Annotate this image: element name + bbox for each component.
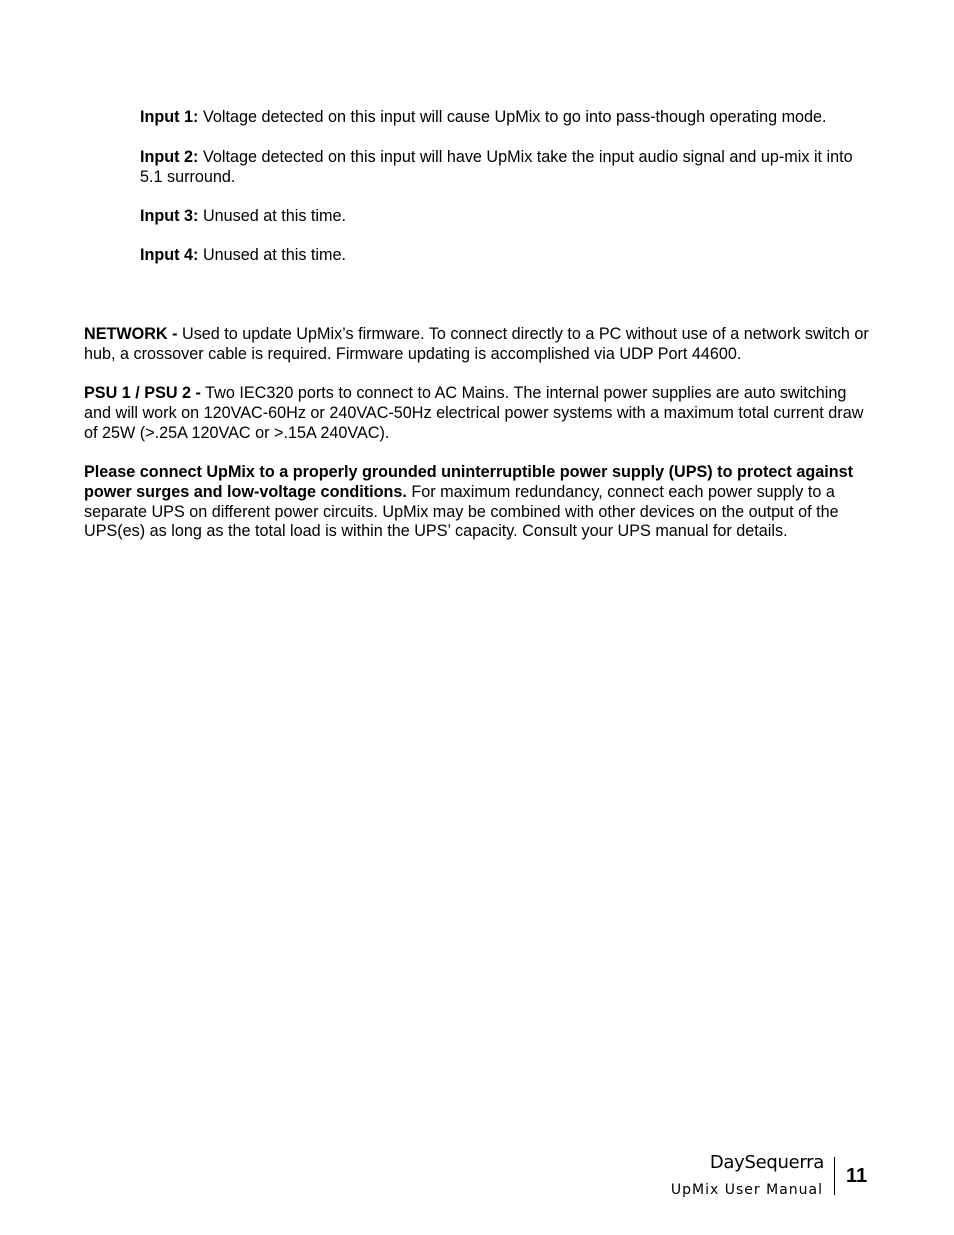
brand-logo: DaySequerra bbox=[709, 1152, 824, 1173]
input-4-paragraph bbox=[140, 246, 875, 266]
ups-paragraph bbox=[84, 463, 874, 542]
page-number: 11 bbox=[846, 1165, 868, 1187]
input-3-paragraph bbox=[140, 207, 875, 227]
footer-divider bbox=[834, 1157, 835, 1195]
psu-text: Two IEC320 ports to connect to AC Mains. The internal power supplies are auto switching and will work on 120VAC-60Hz or 240VAC-50Hz electrical power systems with a maximum total current draw of 25W (>.25A 120VAC or >.15A 240VAC). bbox=[84, 384, 864, 442]
input-1-label: Input 1: bbox=[140, 108, 199, 126]
ups-warning: Please connect UpMix to a properly grounded uninterruptible power supply (UPS) to protect against power surges and low-voltage conditions. bbox=[84, 463, 853, 501]
psu-paragraph bbox=[84, 384, 874, 443]
input-1-text: Voltage detected on this input will cause UpMix to go into pass-though operating mode. bbox=[198, 108, 827, 126]
network-label: NETWORK - bbox=[84, 325, 178, 343]
input-2-label: Input 2: bbox=[140, 148, 199, 166]
psu-label: PSU 1 / PSU 2 - bbox=[84, 384, 201, 402]
network-text: Used to update UpMix’s firmware. To connect directly to a PC without use of a network switch or hub, a crossover cable is required. Firmware updating is accomplished via UDP Port 44600. bbox=[84, 325, 869, 363]
network-paragraph bbox=[84, 325, 874, 365]
input-4-text: Unused at this time. bbox=[198, 246, 347, 264]
input-2-text: Voltage detected on this input will have UpMix take the input audio signal and up-mix it into 5.1 surround. bbox=[140, 148, 853, 186]
ups-text: For maximum redundancy, connect each power supply to a separate UPS on different power circuits. UpMix may be combined with other devices on the output of the UPS(es) as long as the total load is within the UPS’ capacity. Consult your UPS manual for details. bbox=[84, 482, 839, 541]
input-3-text: Unused at this time. bbox=[198, 207, 347, 225]
manual-title: UpMix User Manual bbox=[670, 1182, 823, 1198]
input-3-label: Input 3: bbox=[140, 207, 199, 225]
input-2-paragraph bbox=[140, 148, 875, 188]
input-1-paragraph bbox=[140, 108, 875, 128]
input-4-label: Input 4: bbox=[140, 246, 199, 264]
